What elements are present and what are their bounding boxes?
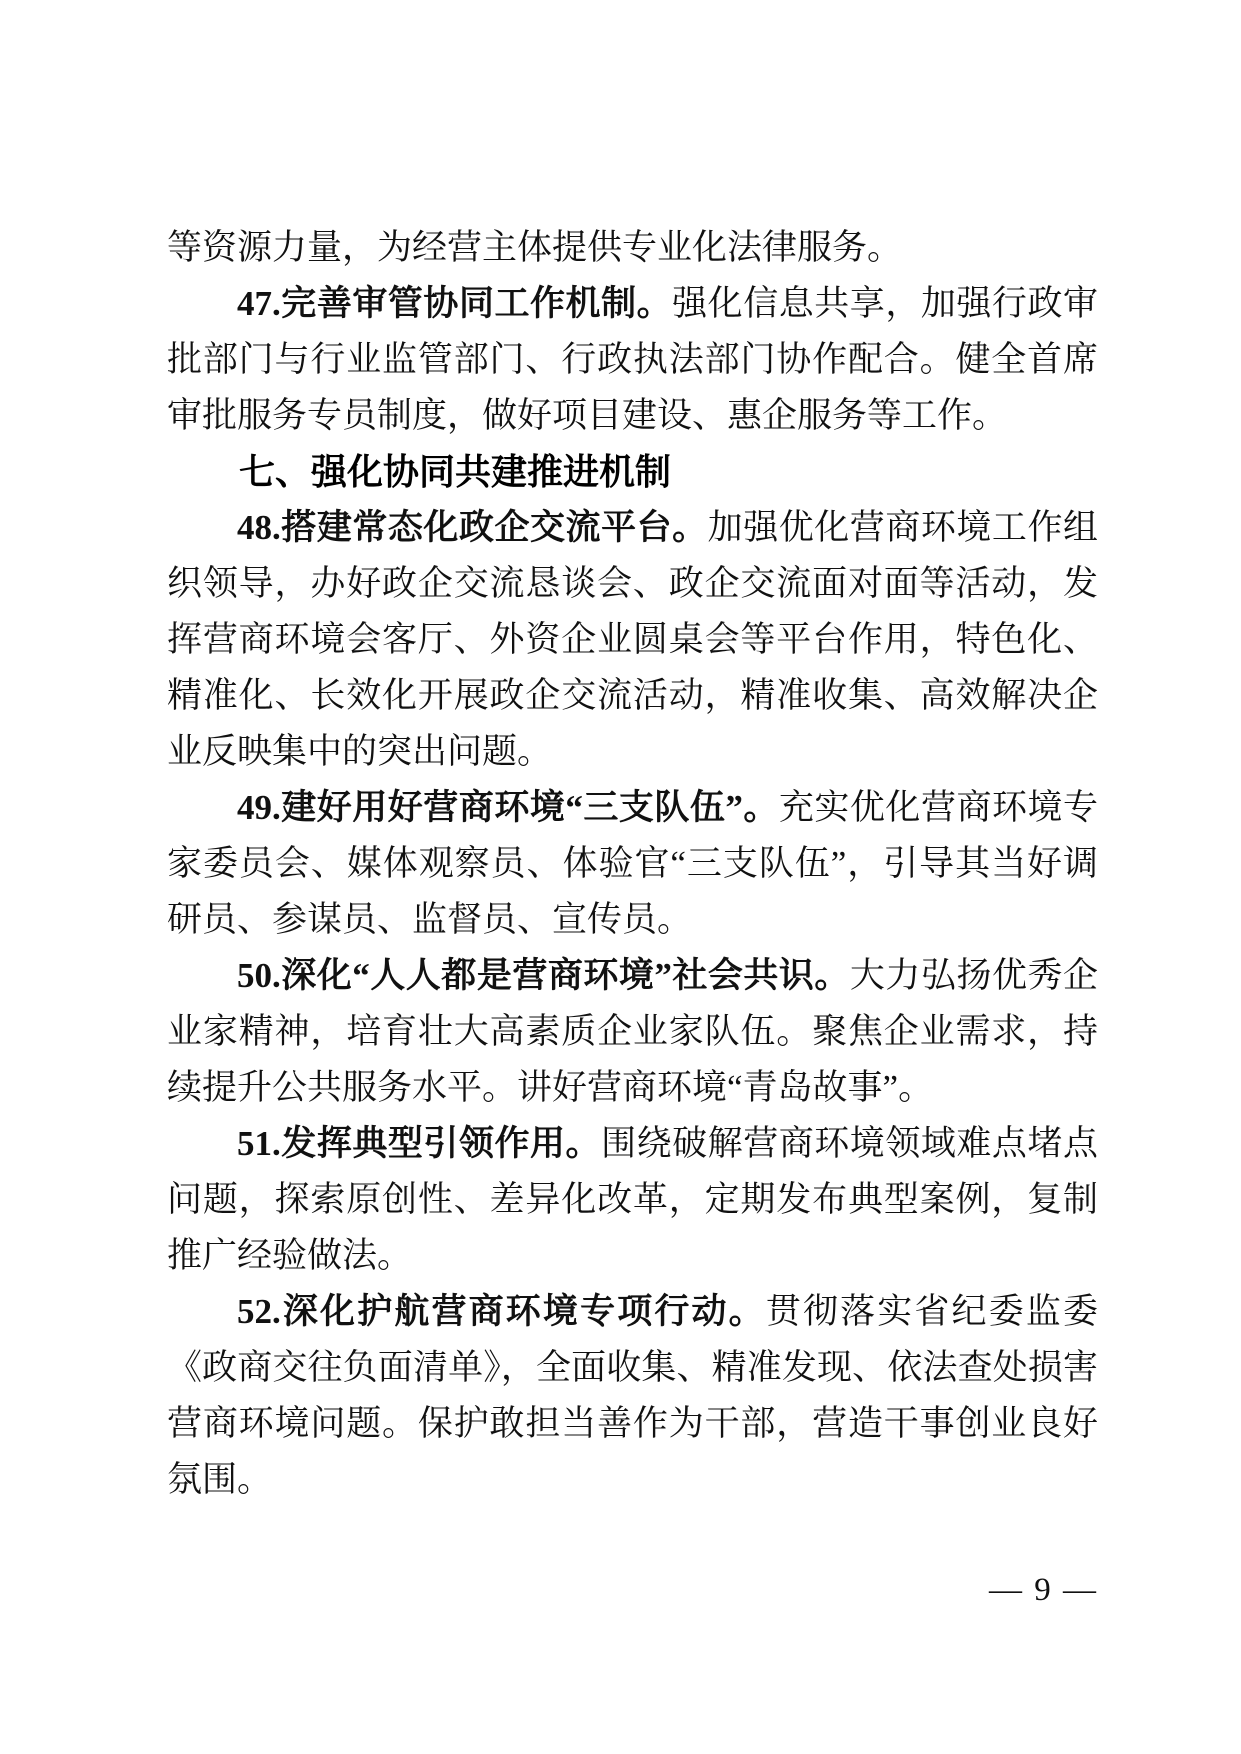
- document-body: [167, 220, 1098, 1508]
- paragraph-item-50: [167, 948, 1098, 1116]
- paragraph-item-48: [167, 500, 1098, 780]
- item-49-text: 充实优化营商环境专家委员会、媒体观察员、体验官“三支队伍”，引导其当好调研员、参谋员、监督员、宣传员。: [167, 788, 1098, 939]
- paragraph-item-49: [167, 780, 1098, 948]
- page-footer: [167, 1570, 1098, 1610]
- section-heading-7: 七、强化协同共建推进机制: [239, 451, 672, 492]
- item-48-lead: 48.搭建常态化政企交流平台。: [237, 508, 708, 547]
- item-47-text: 强化信息共享，加强行政审批部门与行业监管部门、行政执法部门协作配合。健全首席审批服务专员制度，做好项目建设、惠企服务等工作。: [167, 284, 1098, 435]
- paragraph-item-47: [167, 276, 1098, 444]
- paragraph-item-52: [167, 1284, 1098, 1508]
- item-50-text: 大力弘扬优秀企业家精神，培育壮大高素质企业家队伍。聚焦企业需求，持续提升公共服务水平。讲好营商环境“青岛故事”。: [167, 956, 1098, 1107]
- item-47-lead: 47.完善审管协同工作机制。: [237, 284, 673, 323]
- item-52-text: 贯彻落实省纪委监委《政商交往负面清单》，全面收集、精准发现、依法查处损害营商环境问题。保护敢担当善作为干部，营造干事创业良好氛围。: [167, 1292, 1098, 1499]
- paragraph-continuation: 等资源力量，为经营主体提供专业化法律服务。: [167, 228, 903, 267]
- item-51-text: 围绕破解营商环境领域难点堵点问题，探索原创性、差异化改革，定期发布典型案例，复制推广经验做法。: [167, 1124, 1098, 1275]
- item-52-lead: 52.深化护航营商环境专项行动。: [237, 1292, 766, 1331]
- item-50-lead: 50.深化“人人都是营商环境”社会共识。: [237, 956, 850, 995]
- paragraph-item-51: [167, 1116, 1098, 1284]
- page-number: — 9 —: [989, 1572, 1098, 1608]
- item-49-lead: 49.建好用好营商环境“三支队伍”。: [237, 788, 779, 827]
- item-51-lead: 51.发挥典型引领作用。: [237, 1124, 602, 1163]
- item-48-text: 加强优化营商环境工作组织领导，办好政企交流恳谈会、政企交流面对面等活动，发挥营商环境会客厅、外资企业圆桌会等平台作用，特色化、精准化、长效化开展政企交流活动，精准收集、高效解决企业反映集中的突出问题。: [167, 508, 1098, 771]
